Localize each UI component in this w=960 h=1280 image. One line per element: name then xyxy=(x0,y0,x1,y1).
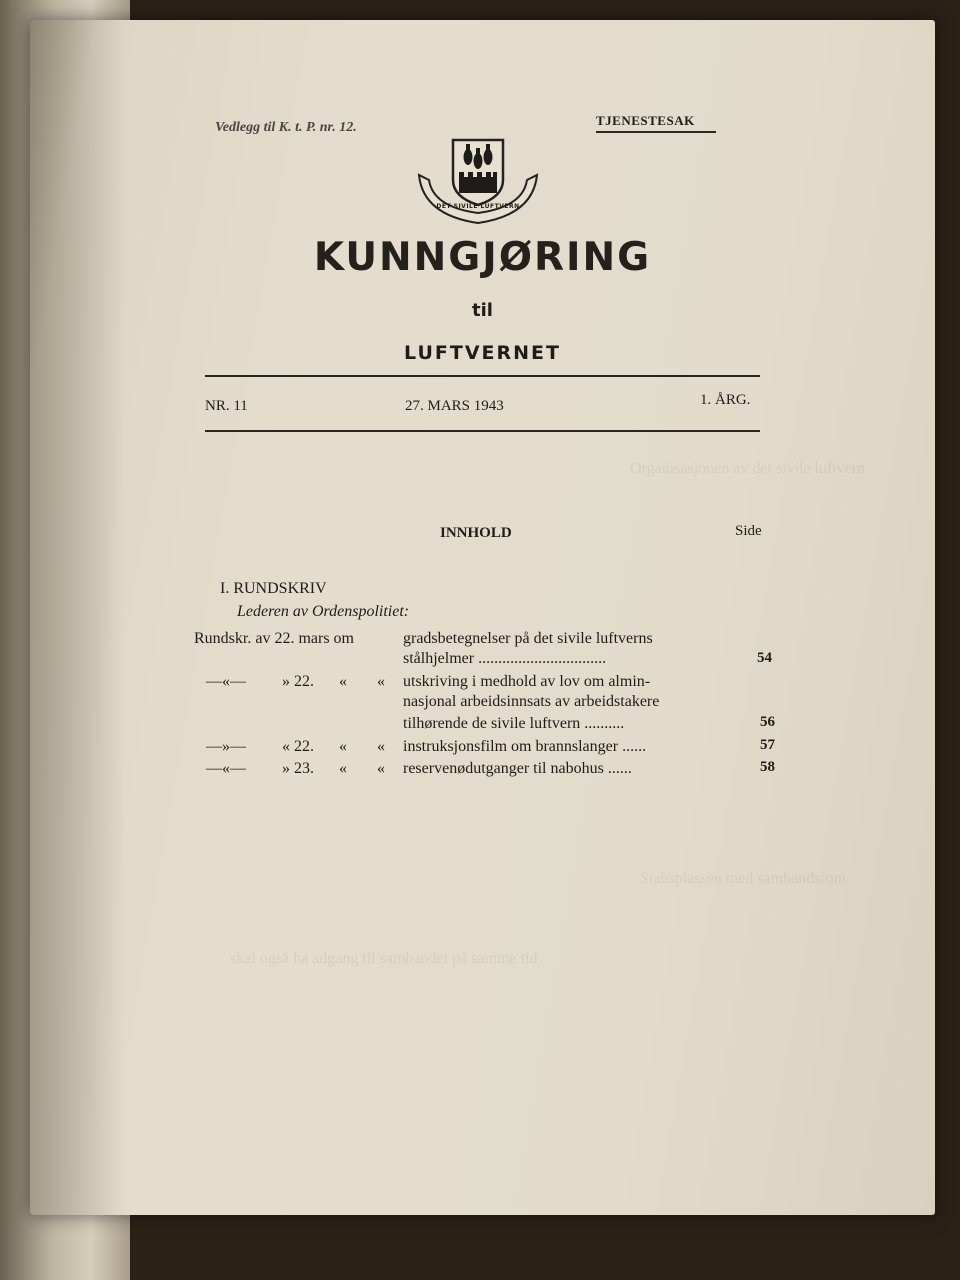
issue-year: 1. ÅRG. xyxy=(700,392,751,408)
contents-heading: INNHOLD xyxy=(440,525,512,541)
bottom-rule xyxy=(205,430,760,432)
entry-4-ditto-dash: —«— xyxy=(206,760,246,777)
entry-2-line-1: utskriving i medhold av lov om almin- xyxy=(403,673,651,690)
document-page: Vedlegg til K. t. P. nr. 12. TJENESTESAK DET SIVILE LUFTVERN KUNNGJØRING til LUFTVERNET NR. 11 27. MARS 1943 1. ÅRG. Organisasjonen av det sivile luftvern Stabsplassen med sambandsrom skal også ha adgang til sambandet på samme tid INNHOLD Side I. RUNDSKRIV Lederen av Ordenspolitiet: Rundskr. av 22. mars om gradsbetegnelser på det sivile luftverns stålhjelmer ................................ 54 —«— » 22. « « utskriving i medhold av lov om almin- nasjonal arbeidsinnsats av arbeidstakere tilhørende de sivile luftvern .......... 56 —»— « 22. « « instruksjonsfilm om brannslanger ...... 57 —«— » 23. « « reservenødutganger til nabohus ...... 58 xyxy=(30,20,935,1215)
entry-4-ditto-1: « xyxy=(339,760,347,777)
entry-4-page: 58 xyxy=(760,759,775,775)
classification-underline xyxy=(596,131,716,133)
entry-3-ditto-dash: —»— xyxy=(206,738,246,755)
entry-4-date: » 23. xyxy=(282,760,314,777)
entry-3-line-1: instruksjonsfilm om brannslanger ...... xyxy=(403,738,647,755)
page-column-label: Side xyxy=(735,523,762,539)
entry-1-prefix: Rundskr. av 22. mars om xyxy=(194,630,354,647)
entry-3-date: « 22. xyxy=(282,738,314,755)
issue-date: 27. MARS 1943 xyxy=(405,398,504,414)
page-gutter-shadow xyxy=(30,20,125,1215)
entry-2-line-2: nasjonal arbeidsinnsats av arbeidstakere xyxy=(403,693,660,710)
top-rule xyxy=(205,375,760,377)
entry-1-page: 54 xyxy=(757,650,772,666)
classification-label: TJENESTESAK xyxy=(596,113,695,128)
entry-2-line-3: tilhørende de sivile luftvern .......... xyxy=(403,715,625,732)
entry-3-ditto-2: « xyxy=(377,738,385,755)
entry-2-date: » 22. xyxy=(282,673,314,690)
entry-2-ditto-1: « xyxy=(339,673,347,690)
title-connector: til xyxy=(472,300,493,321)
document-subtitle: LUFTVERNET xyxy=(404,342,561,364)
entry-2-page: 56 xyxy=(760,714,775,730)
entry-3-ditto-1: « xyxy=(339,738,347,755)
entry-1-line-2: stålhjelmer ................................ xyxy=(403,650,607,667)
subsection-heading: Lederen av Ordenspolitiet: xyxy=(237,603,410,620)
issue-number: NR. 11 xyxy=(205,398,248,414)
section-heading: I. RUNDSKRIV xyxy=(220,580,327,597)
entry-4-ditto-2: « xyxy=(377,760,385,777)
entry-2-ditto-dash: —«— xyxy=(206,673,246,690)
document-title: KUNNGJØRING xyxy=(313,235,652,280)
entry-4-line-1: reservenødutganger til nabohus ...... xyxy=(403,760,632,777)
entry-3-page: 57 xyxy=(760,737,775,753)
emblem-text: DET SIVILE LUFTVERN xyxy=(436,203,520,210)
attachment-note: Vedlegg til K. t. P. nr. 12. xyxy=(215,120,357,135)
entry-1-line-1: gradsbetegnelser på det sivile luftverns xyxy=(403,630,653,647)
entry-2-ditto-2: « xyxy=(377,673,385,690)
civil-air-defence-emblem-icon xyxy=(413,135,543,230)
